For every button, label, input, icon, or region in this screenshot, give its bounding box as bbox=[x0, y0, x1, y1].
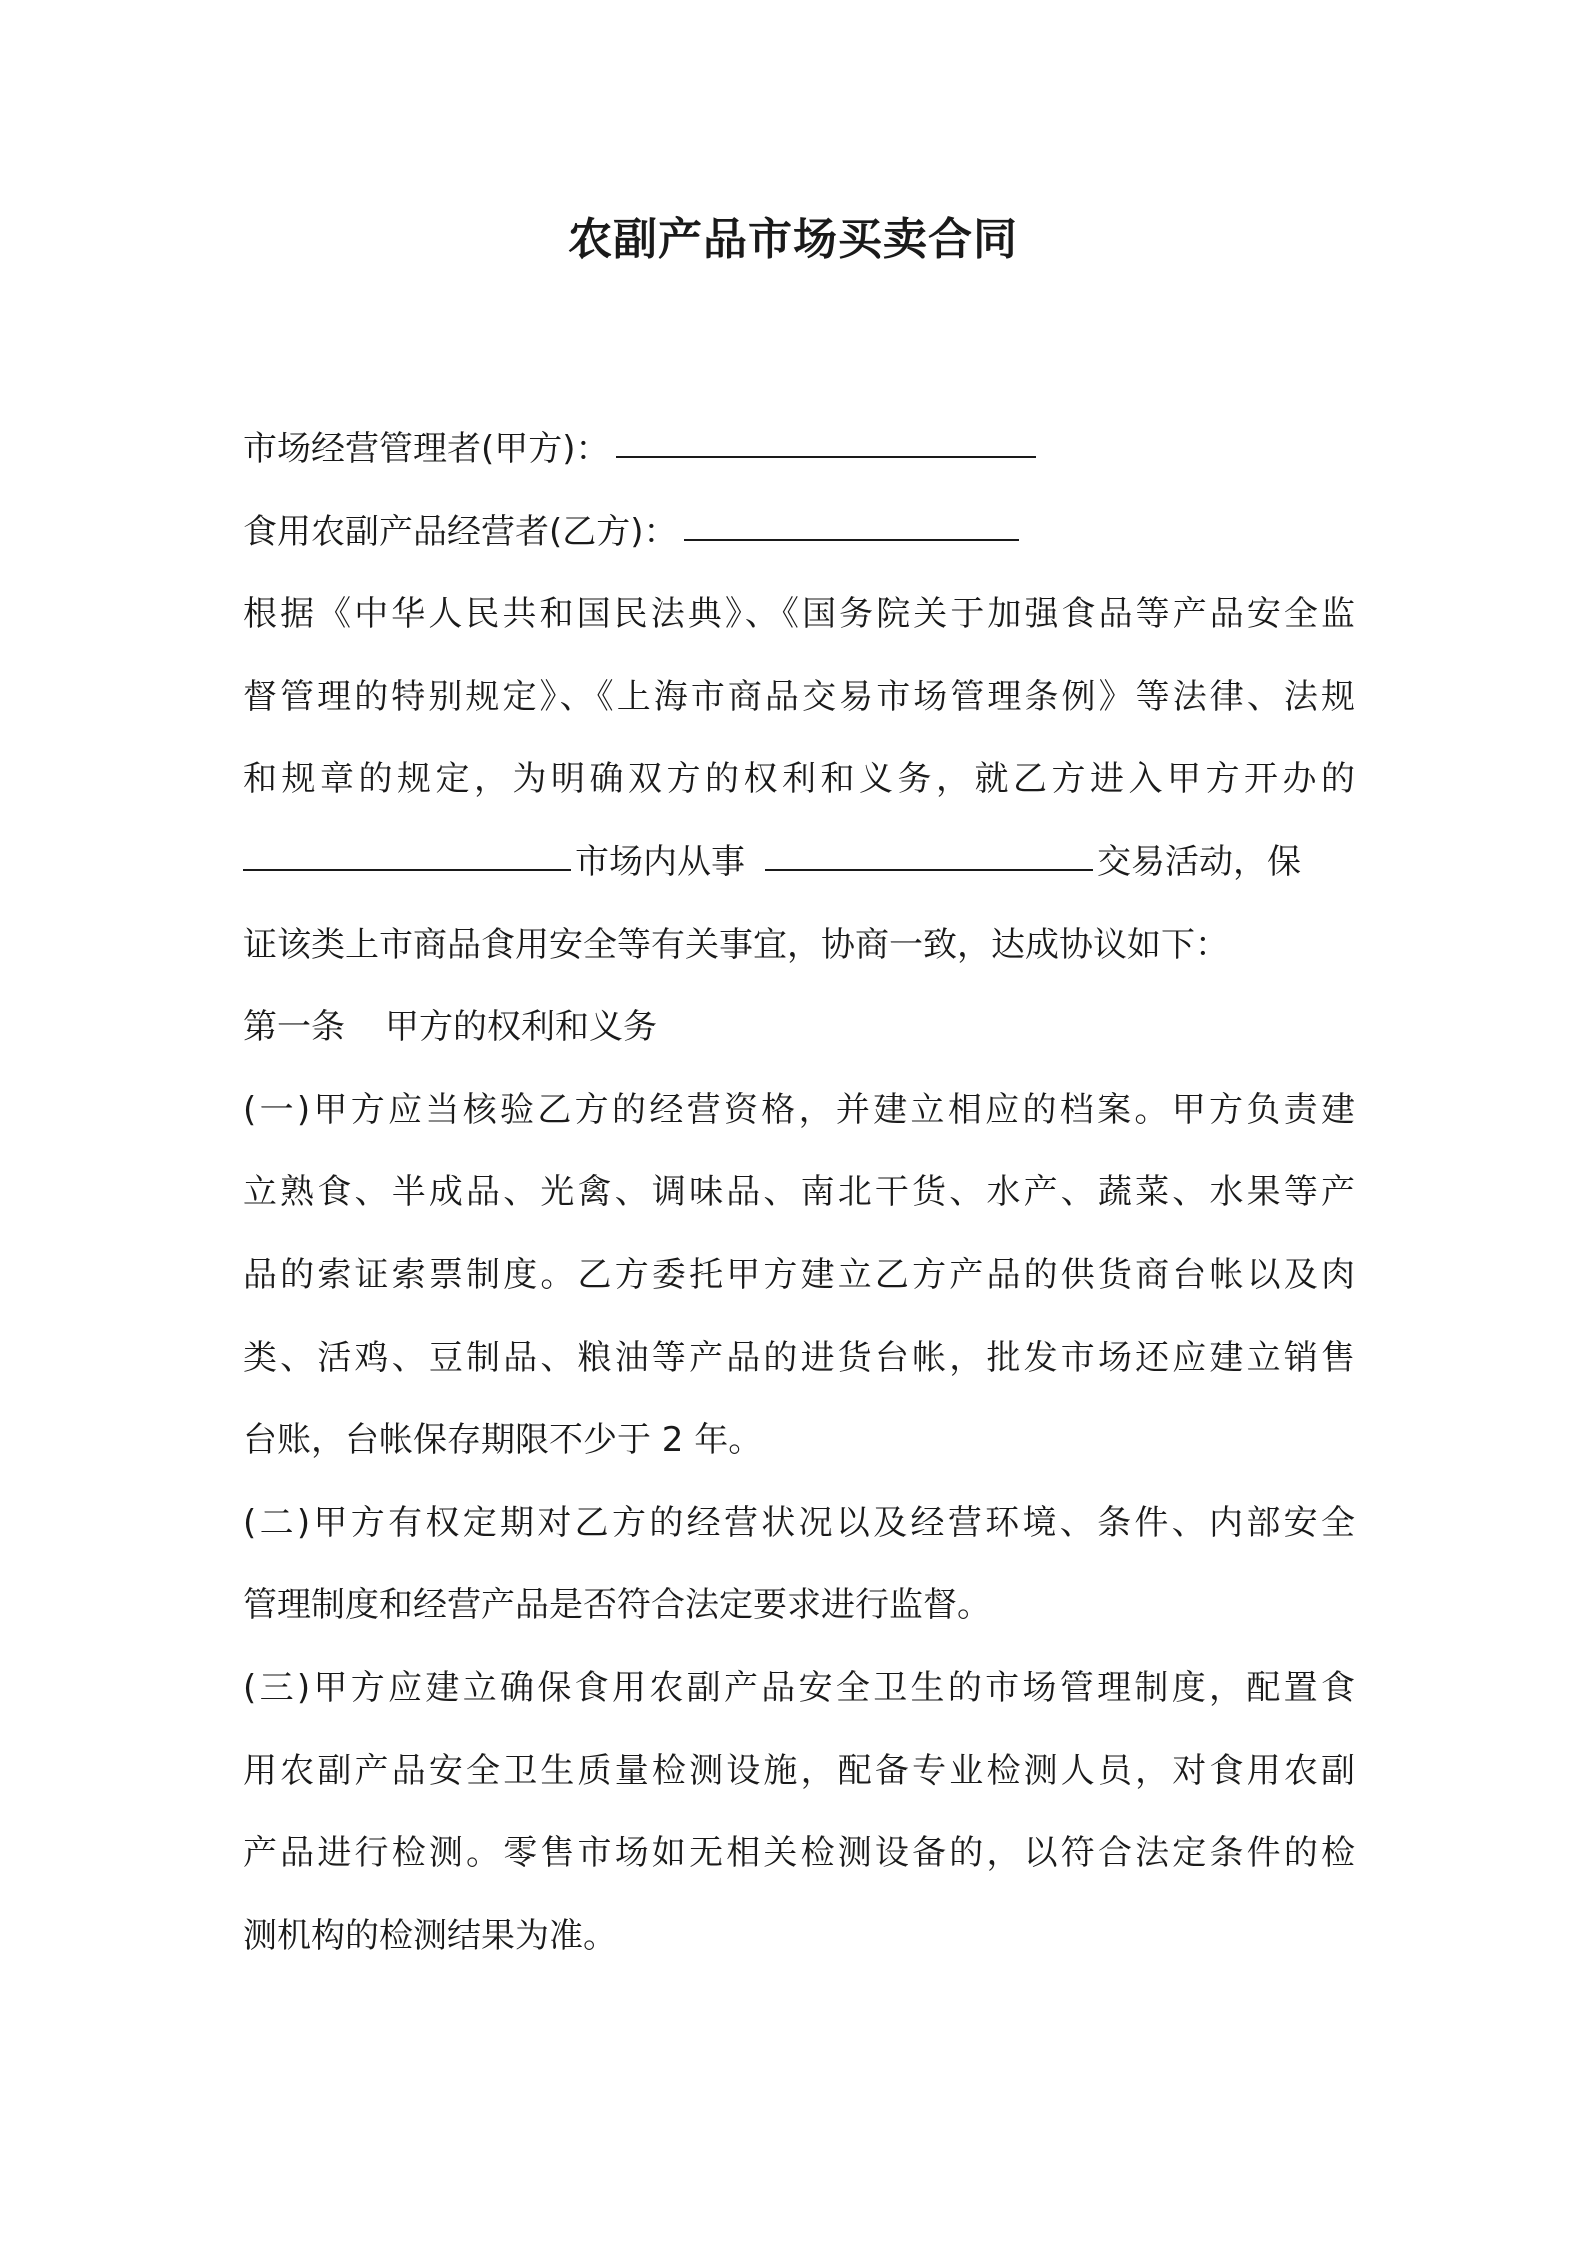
trade-type-blank bbox=[765, 835, 1093, 871]
intro-line-3: 和规章的规定，为明确双方的权利和义务，就乙方进入甲方开办的 bbox=[243, 759, 1355, 800]
clause-3-line-3: 产品进行检测。零售市场如无相关检测设备的，以符合法定条件的检 bbox=[243, 1833, 1355, 1874]
clause-3-line-4: 测机构的检测结果为准。 bbox=[243, 1915, 617, 1956]
clause-1-line-4: 类、活鸡、豆制品、粮油等产品的进货台帐，批发市场还应建立销售 bbox=[243, 1337, 1355, 1378]
intro-line-2: 督管理的特别规定》、《上海市商品交易市场管理条例》等法律、法规 bbox=[243, 676, 1355, 717]
intro-line-4-part-a: 市场内从事 bbox=[575, 841, 745, 882]
article-1-number: 第一条 bbox=[243, 1007, 345, 1048]
market-name-blank bbox=[243, 835, 571, 871]
clause-3-line-1: (三)甲方应建立确保食用农副产品安全卫生的市场管理制度，配置食 bbox=[243, 1667, 1355, 1708]
party-a-label: 市场经营管理者(甲方)： bbox=[243, 429, 610, 469]
party-b-label: 食用农副产品经营者(乙方)： bbox=[243, 511, 678, 552]
intro-line-4-part-b: 交易活动，保 bbox=[1097, 841, 1301, 882]
intro-line-5: 证该类上市商品食用安全等有关事宜，协商一致，达成协议如下： bbox=[243, 924, 1229, 965]
article-1-heading bbox=[243, 986, 1355, 1069]
clause-1-line-1: (一)甲方应当核验乙方的经营资格，并建立相应的档案。甲方负责建 bbox=[243, 1089, 1355, 1130]
intro-line-1: 根据《中华人民共和国民法典》、《国务院关于加强食品等产品安全监 bbox=[243, 594, 1355, 635]
clause-1-line-3: 品的索证索票制度。乙方委托甲方建立乙方产品的供货商台帐以及肉 bbox=[243, 1254, 1355, 1295]
intro-line-4 bbox=[243, 821, 1355, 904]
clause-2-line-2: 管理制度和经营产品是否符合法定要求进行监督。 bbox=[243, 1585, 991, 1626]
clause-1-line-2: 立熟食、半成品、光禽、调味品、南北干货、水产、蔬菜、水果等产 bbox=[243, 1172, 1355, 1213]
party-a-line bbox=[243, 408, 1355, 491]
document-body bbox=[243, 408, 1355, 1977]
clause-3-line-2: 用农副产品安全卫生质量检测设施，配备专业检测人员，对食用农副 bbox=[243, 1750, 1355, 1791]
party-b-line bbox=[243, 491, 1355, 574]
article-1-title: 甲方的权利和义务 bbox=[385, 1007, 657, 1048]
clause-1-line-5: 台账，台帐保存期限不少于 2 年。 bbox=[243, 1420, 763, 1461]
document-title: 农副产品市场买卖合同 bbox=[568, 214, 1018, 265]
clause-2-line-1: (二)甲方有权定期对乙方的经营状况以及经营环境、条件、内部安全 bbox=[243, 1502, 1355, 1543]
party-a-blank bbox=[616, 422, 1036, 458]
party-b-blank bbox=[684, 505, 1019, 541]
